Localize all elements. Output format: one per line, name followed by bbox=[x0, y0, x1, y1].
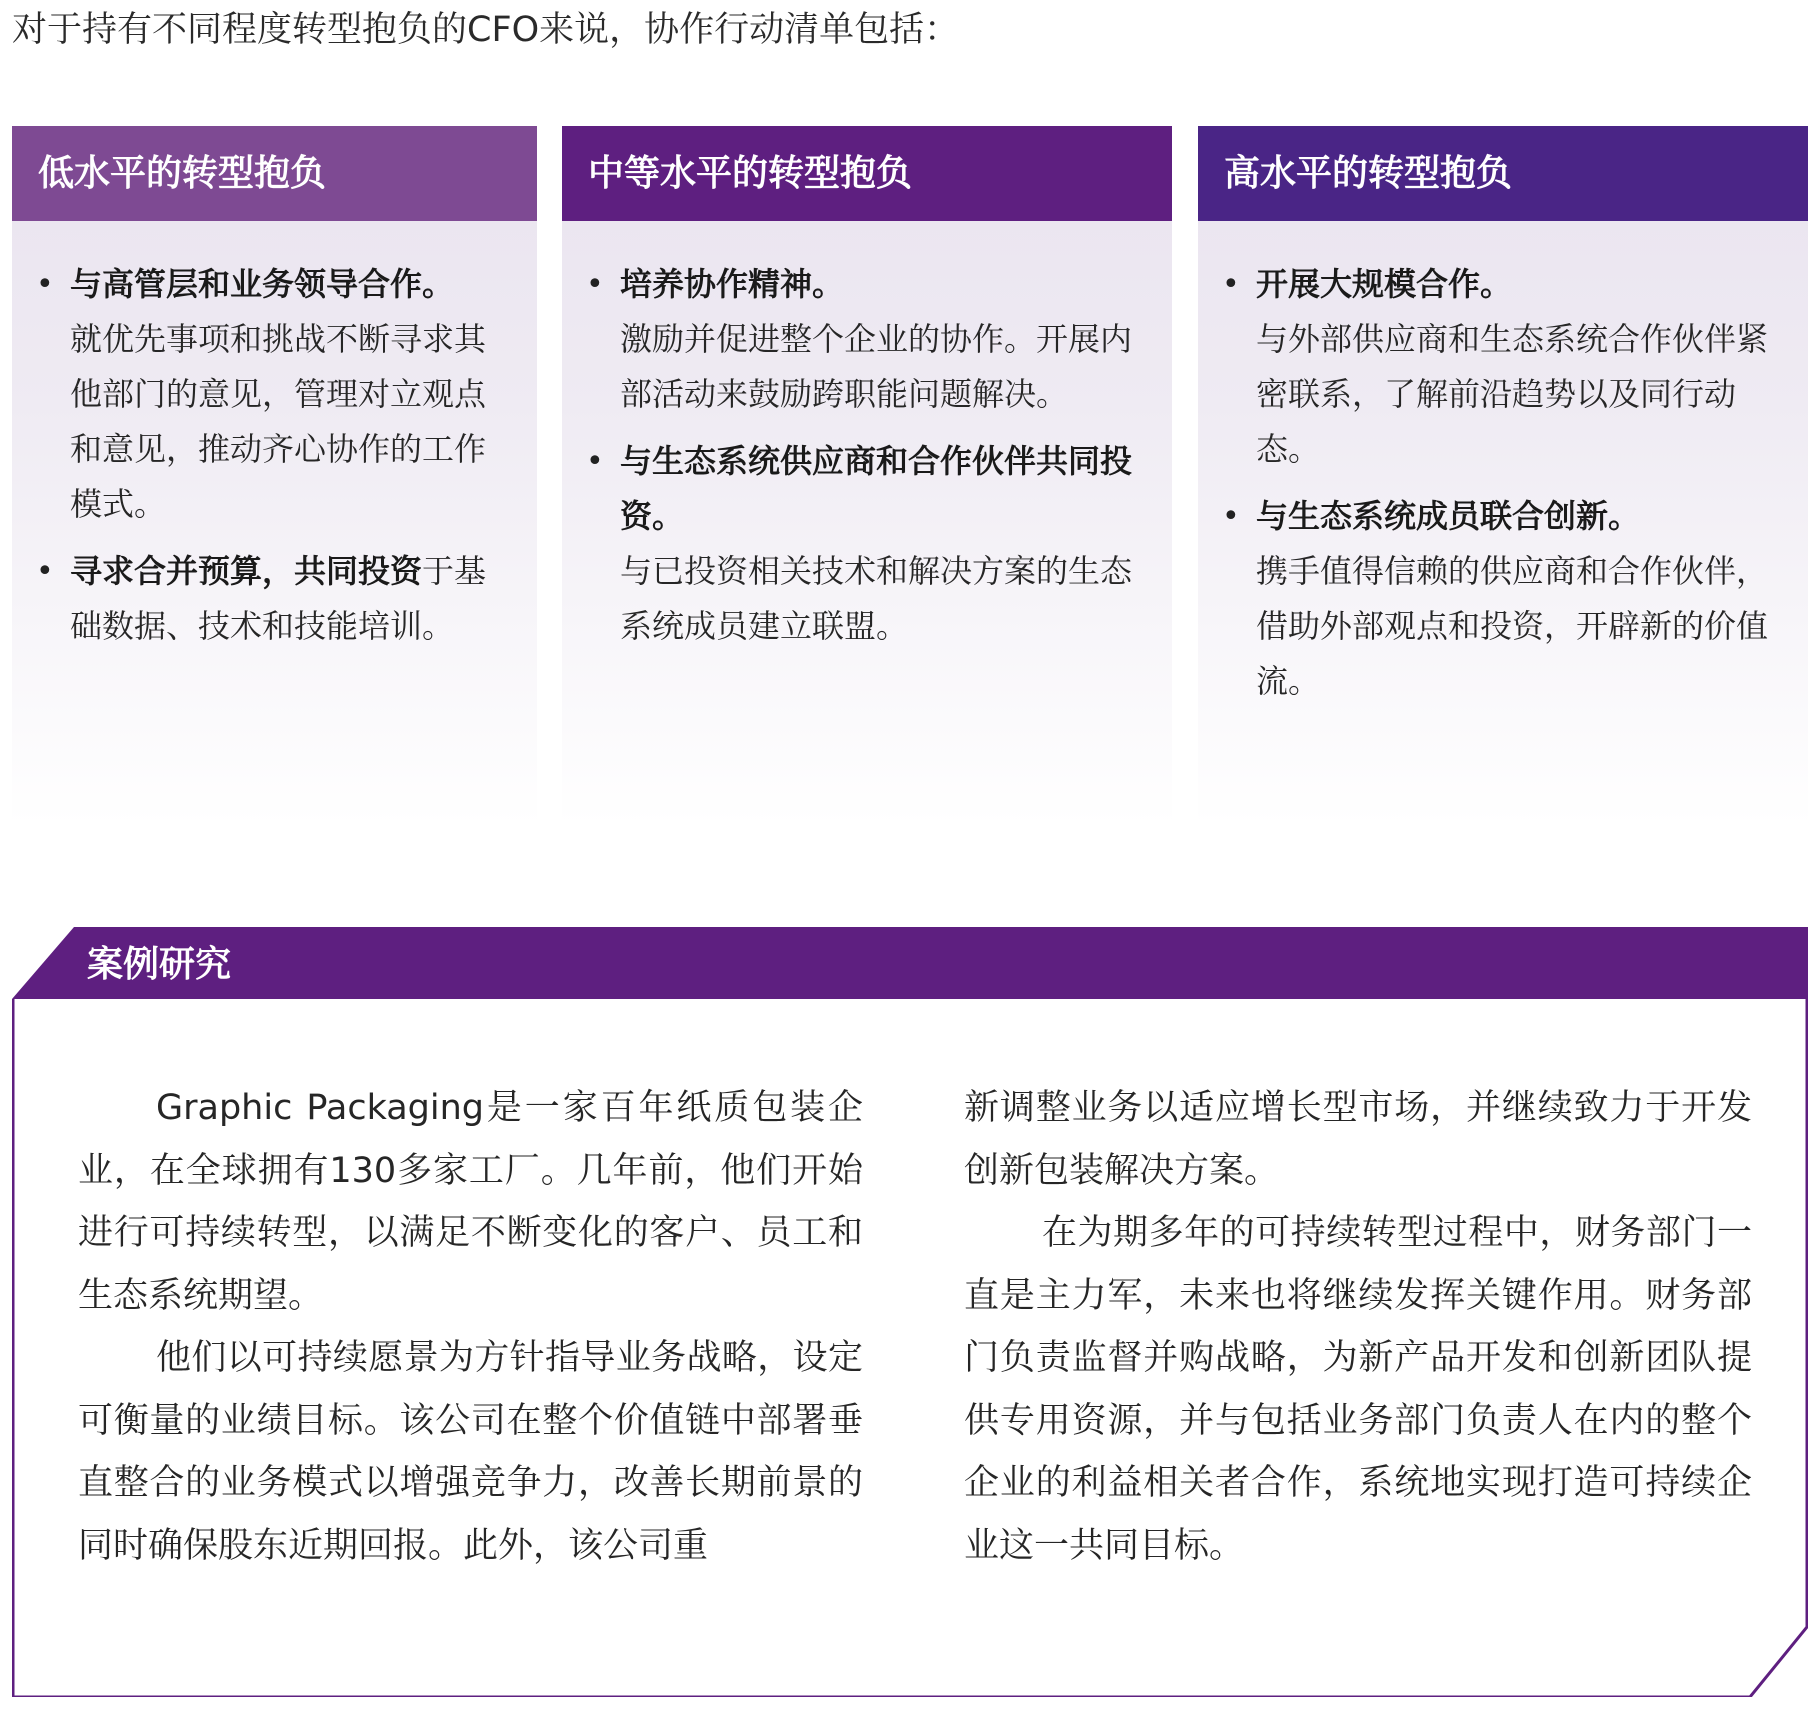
case-study-left-column bbox=[78, 1077, 863, 1577]
intro-text: 对于持有不同程度转型抱负的CFO来说，协作行动清单包括： bbox=[12, 10, 960, 50]
list-item-bold: 与生态系统成员联合创新。 bbox=[1256, 497, 1641, 535]
list-item-bold: 开展大规模合作。 bbox=[1256, 265, 1513, 303]
column-medium-title: 中等水平的转型抱负 bbox=[562, 126, 1172, 221]
list-item-text: 激励并促进整个企业的协作。开展内部活动来鼓励跨职能问题解决。 bbox=[620, 320, 1133, 413]
column-low-title: 低水平的转型抱负 bbox=[12, 126, 537, 221]
list-item bbox=[1198, 489, 1808, 709]
list-item bbox=[562, 434, 1172, 654]
list-item-text: 与已投资相关技术和解决方案的生态系统成员建立联盟。 bbox=[620, 552, 1133, 645]
list-item-bold: 与高管层和业务领导合作。 bbox=[70, 265, 455, 303]
list-item bbox=[1198, 257, 1808, 477]
list-item-text: 于基础数据、技术和技能培训。 bbox=[70, 552, 487, 645]
list-item-text: 就优先事项和挑战不断寻求其他部门的意见，管理对立观点和意见，推动齐心协作的工作模式。 bbox=[70, 320, 487, 523]
column-medium-ambition bbox=[562, 126, 1172, 826]
list-item-bold: 寻求合并预算，共同投资 bbox=[70, 552, 423, 590]
case-study-box bbox=[12, 927, 1808, 1697]
case-paragraph: Graphic Packaging是一家百年纸质包装企业，在全球拥有130多家工厂。几年前，他们开始进行可持续转型，以满足不断变化的客户、员工和生态系统期望。 bbox=[78, 1088, 863, 1316]
case-paragraph: 他们以可持续愿景为方针指导业务战略，设定可衡量的业绩目标。该公司在整个价值链中部署垂直整合的业务模式以增强竞争力，改善长期前景的同时确保股东近期回报。此外，该公司重 bbox=[78, 1338, 863, 1566]
list-item bbox=[12, 257, 537, 532]
column-low-ambition bbox=[12, 126, 537, 826]
case-study-title: 案例研究 bbox=[87, 944, 232, 985]
column-high-list bbox=[1198, 221, 1808, 709]
list-item-bold: 与生态系统供应商和合作伙伴共同投资。 bbox=[620, 442, 1133, 535]
case-study-right-column bbox=[964, 1077, 1752, 1577]
column-high-ambition bbox=[1198, 126, 1808, 826]
column-high-title: 高水平的转型抱负 bbox=[1198, 126, 1808, 221]
list-item bbox=[562, 257, 1172, 422]
case-paragraph: 在为期多年的可持续转型过程中，财务部门一直是主力军，未来也将继续发挥关键作用。财务部门负责监督并购战略，为新产品开发和创新团队提供专用资源，并与包括业务部门负责人在内的整个企业的利益相关者合作，系统地实现打造可持续企业这一共同目标。 bbox=[964, 1213, 1752, 1566]
case-study-banner bbox=[12, 927, 1808, 999]
list-item-bold: 培养协作精神。 bbox=[620, 265, 845, 303]
column-low-list bbox=[12, 221, 537, 654]
column-medium-list bbox=[562, 221, 1172, 654]
case-paragraph: 新调整业务以适应增长型市场，并继续致力于开发创新包装解决方案。 bbox=[964, 1088, 1752, 1191]
list-item-text: 与外部供应商和生态系统合作伙伴紧密联系，了解前沿趋势以及同行动态。 bbox=[1256, 320, 1769, 468]
list-item-text: 携手值得信赖的供应商和合作伙伴，借助外部观点和投资，开辟新的价值流。 bbox=[1256, 552, 1769, 700]
list-item bbox=[12, 544, 537, 654]
